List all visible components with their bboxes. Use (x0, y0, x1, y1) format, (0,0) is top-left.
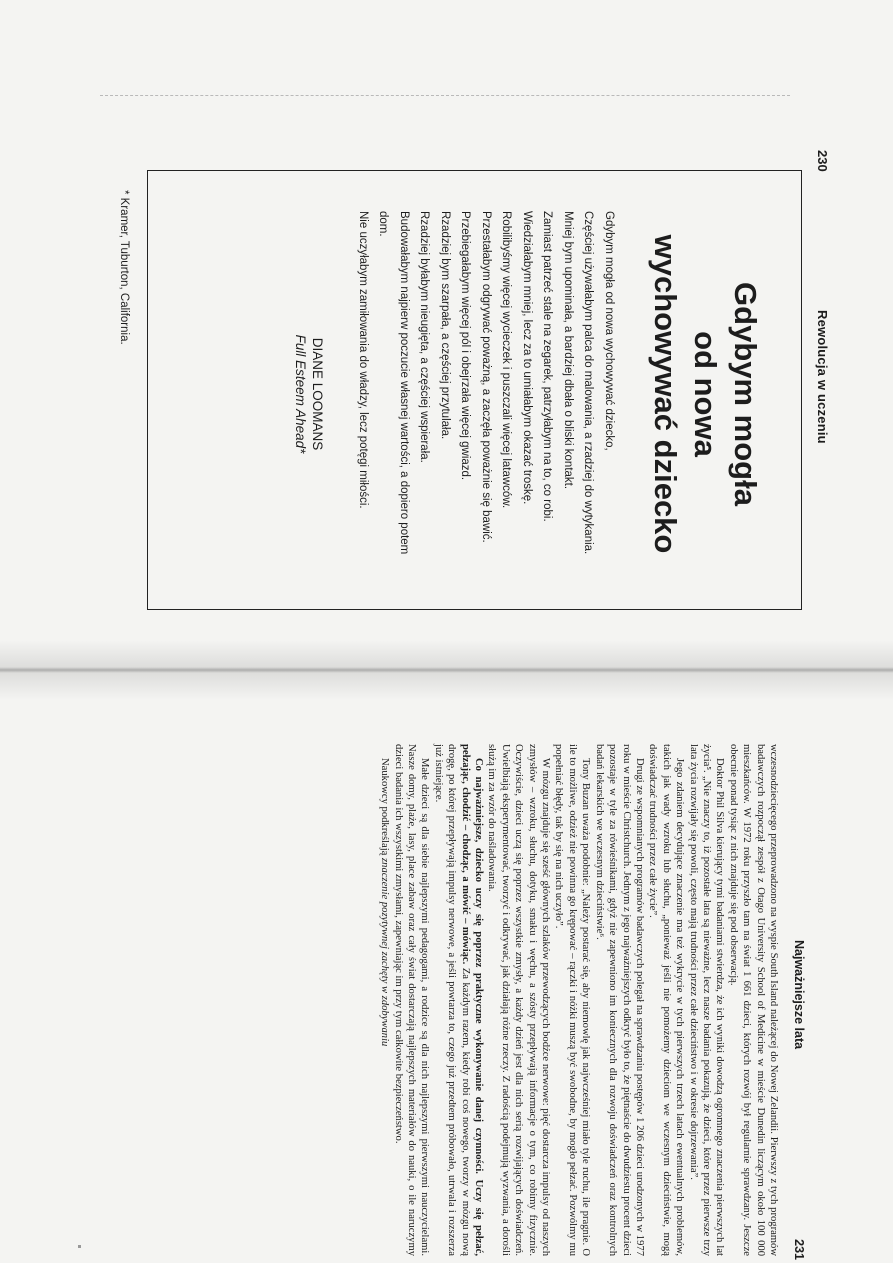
body-paragraph: W mózgu znajduje się sześć głównych szlaków przewodzących bodźce nerwowe: pięć dostarcza impulsy od naszych zmysłów – wzroku, słuchu, dotyku, smaku i węchu, a szósty przepływają informacje o tym, co robimy fizycznie. Oczywiście, dzieci uczą się poprzez wszystkie zmysły, a każdy dzień jest dla nich serią rozwijających doświadczeń. Uwielbiają eksperymentować, tworzyć i odkrywać, jak działają różne rzeczy. Z radością podejmują wyzwania, a dorośli służą im za wzór do naśladowania. (486, 744, 552, 1256)
body-paragraph: Drugi ze wspomnianych programów badawczych polegał na sprawdzaniu postępów 1 206 dzieci urodzonych w 1977 roku w mieście Christchurch. Jednym z jego najważniejszych odkryć było to, że piętnaście do dwudziestu procent dzieci pozostaje w tyle za rówieśnikami, gdyż nie zapewniono im koniecznych dla rozwoju doświadczeń oraz kontrolnych badań lekarskich we wczesnym dzieciństwie⁶. (593, 744, 645, 1256)
poem-line: Częściej używałabym palca do malowania, a rzadziej do wytykania. (582, 211, 595, 555)
page-231 (76, 740, 806, 1260)
body-paragraph: Jego zdaniem decydujące znaczenie ma też wykrycie w tych pierwszych trzech latach ewentualnych problemów, takich jak wady wzroku lub słuchu, „ponieważ jeśli nie pomożemy dzieciom we wczesnym dzieciństwie, mogą doświadczać trudności przez całe życie”. (647, 744, 686, 1256)
poem-line: Wiedziałabym mniej, lecz za to umiałabym okazać troskę. (521, 211, 533, 505)
poem-body (353, 211, 620, 577)
poem-title-line: Gdybym mogła (728, 282, 763, 506)
body-text (378, 744, 780, 1256)
body-paragraph: Tony Buzan uważa podobnie: „Należy postarać się, aby niemowlę jak najwcześniej miało tyle ruchu, ile pragnie. O ile to możliwe, odzież nie powinna go krępować – rączki i nóżki muszą być swobodne, by mogło pełzać. Pozwólmy mu popełniać błędy, tak by się na nich uczyło”. (553, 744, 592, 1256)
page-number: 230 (815, 150, 830, 172)
running-head: Rewolucja w uczeniu (815, 310, 830, 444)
body-paragraph: wczesnodziecięcego przeprowadzono na wyspie South Island należącej do Nowej Zelandii. Pierwszy z tych programów badawczych rozpoczął zespół z Otago University School of Medicine w mieście Dunedin liczącym około 100 000 mieszkańców. W 1972 roku przyszło tam na świat 1 661 dzieci, których rozwój był regularnie sprawdzany. Jeszcze obecnie ponad tysiąc z nich znajduje się pod obserwacją. (727, 744, 779, 1256)
body-paragraph: Małe dzieci są dla siebie najlepszymi pedagogami, a rodzice są dla nich najlepszymi pierwszymi nauczycielami. Nasze domy, plaże, lasy, place zabaw oraz cały świat dostarczają najlepszych materiałów do nauki, o ile naruczymy dzieci badania ich wszystkimi zmysłami, zapewniając im przy tym całkowite bezpieczeństwo. (392, 744, 431, 1256)
poem-line: Budowałabym najpierw poczucie własnej wartości, a dopiero potem (398, 211, 410, 555)
poem-title (645, 211, 765, 577)
page-header (782, 740, 806, 1260)
body-paragraph: Naukowcy podkreślają znaczenie pozytywnej zachęty w zdobywaniu (379, 758, 391, 1047)
scan-artifact-line (100, 95, 790, 96)
page-header (806, 150, 830, 650)
running-head: Najważniejsze lata (792, 940, 806, 1050)
poem-box (147, 170, 802, 610)
poem-line: Przestałabym odgrywać poważną, a zaczęła poważnie się bawić. (480, 211, 492, 543)
body-paragraph: Co najważniejsze, dziecko uczy się poprzez praktyczne wykonywanie danej czynności. Uczy się pełzać, pełzając, chodzić – chodząc, a mówić – mówiąc. Za każdym razem, kiedy robi coś nowego, tworzy w mózgu nową drogę, po której przepływają impulsy nerwowe, a jeśli powtarza to, czego już przedtem próbowało, utrwala i rozszerza już istniejące. (432, 744, 485, 1257)
poem-line: Gdybym mogła od nowa wychowywać dziecko, (603, 211, 615, 451)
poem-line: Mniej bym upominała, a bardziej dbała o bliski kontakt. (562, 211, 574, 490)
poem-line: Przebiegałabym więcej pól i obejrzała więcej gwiazd. (459, 211, 472, 481)
page-number: 231 (792, 1239, 806, 1260)
body-paragraph: Doktor Phil Silva kierujący tymi badaniami stwierdza, że ich wyniki dowodzą ogromnego znaczenia pierwszych lat życia⁵. „Nie znaczy to, iż pozostałe lata są nieważne, lecz nasze badania pokazują, że dzieci, które przez pierwsze trzy lata życia rozwijały się powoli, często mają trudności przez całe dzieciństwo i w okresie dojrzewania”. (687, 744, 726, 1256)
poem-line: dom. (377, 211, 390, 237)
poem-line: Robilibyśmy więcej wycieczek i puszczali więcej latawców. (500, 211, 513, 509)
poem-line: Rzadziej bym szarpała, a częściej przytulała. (439, 211, 451, 440)
poem-line: Rzadziej byłabym nieugięta, a częściej wspierała. (418, 211, 431, 463)
page-230 (30, 150, 830, 650)
poem-title-line: od nowa (688, 331, 723, 457)
poem-title-line: wychowywać dziecko (648, 234, 683, 554)
poem-line: Zamiast patrzeć stale na zegarek, patrzyłabym na to, co robi. (541, 211, 554, 522)
poem-line: Nie uczyłabym zamiłowania do władzy, lecz potęgi miłości. (357, 211, 369, 509)
poem-source: Full Esteem Ahead* (293, 334, 309, 454)
footnote: * Kramer, Tuburton, California. (118, 190, 130, 345)
poem-author: DIANE LOOMANS (310, 337, 326, 451)
